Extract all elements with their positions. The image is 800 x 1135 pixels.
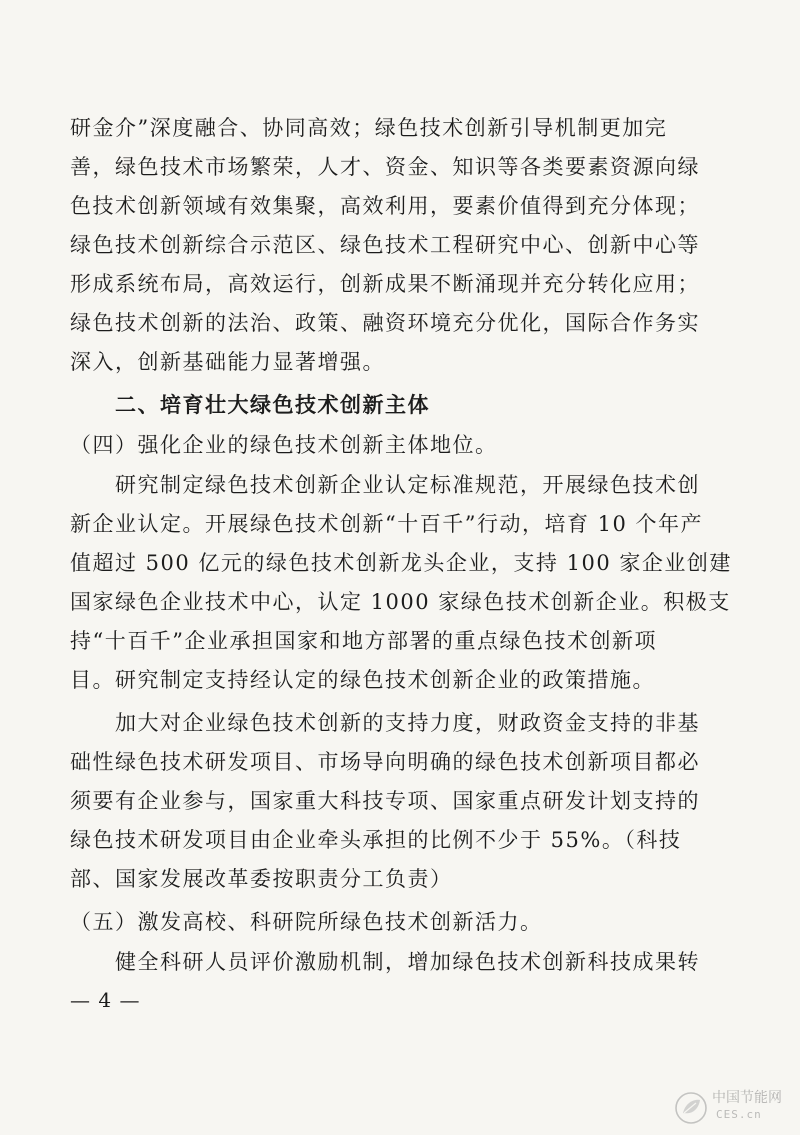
body-text-line: 新企业认定。开展绿色技术创新“十百千”行动，培育 10 个年产 <box>70 512 704 536</box>
body-text-line: 研究制定绿色技术创新企业认定标准规范，开展绿色技术创 <box>70 473 700 497</box>
watermark <box>674 1087 792 1127</box>
watermark-name: 中国节能网 <box>712 1090 782 1106</box>
watermark-url: CES.cn <box>716 1108 762 1121</box>
subsection-heading: （四）强化企业的绿色技术创新主体地位。 <box>70 433 498 457</box>
body-text-line: 须要有企业参与，国家重大科技专项、国家重点研发计划支持的 <box>70 789 700 813</box>
body-text-line: 色技术创新领域有效集聚，高效利用，要素价值得到充分体现； <box>70 194 700 218</box>
body-text-line: 绿色技术研发项目由企业牵头承担的比例不少于 55%。（科技 <box>70 828 682 852</box>
subsection-heading: （五）激发高校、科研院所绿色技术创新活力。 <box>70 910 543 934</box>
body-text-line: 形成系统布局，高效运行，创新成果不断涌现并充分转化应用； <box>70 272 700 296</box>
body-text-line: 善，绿色技术市场繁荣，人才、资金、知识等各类要素资源向绿 <box>70 155 700 179</box>
section-heading: 二、培育壮大绿色技术创新主体 <box>70 393 430 417</box>
body-text-line: 部、国家发展改革委按职责分工负责） <box>70 867 453 891</box>
body-text-line: 目。研究制定支持经认定的绿色技术创新企业的政策措施。 <box>70 668 655 692</box>
body-text-line: 础性绿色技术研发项目、市场导向明确的绿色技术创新项目都必 <box>70 750 700 774</box>
body-text-line: 值超过 500 亿元的绿色技术创新龙头企业，支持 100 家企业创建 <box>70 551 732 575</box>
body-text-line: 国家绿色企业技术中心，认定 1000 家绿色技术创新企业。积极支 <box>70 590 731 614</box>
body-text-line: 深入，创新基础能力显著增强。 <box>70 350 385 374</box>
body-text-line: 持“十百千”企业承担国家和地方部署的重点绿色技术创新项 <box>70 629 657 653</box>
body-text-line: 加大对企业绿色技术创新的支持力度，财政资金支持的非基 <box>70 711 700 735</box>
body-text-line: 绿色技术创新的法治、政策、融资环境充分优化，国际合作务实 <box>70 311 700 335</box>
leaf-logo-icon <box>674 1091 708 1125</box>
body-text-line: 研金介”深度融合、协同高效；绿色技术创新引导机制更加完 <box>70 116 668 140</box>
body-text-line: 健全科研人员评价激励机制，增加绿色技术创新科技成果转 <box>70 950 700 974</box>
body-text-line: 绿色技术创新综合示范区、绿色技术工程研究中心、创新中心等 <box>70 233 700 257</box>
page-number: — 4 — <box>70 988 141 1012</box>
